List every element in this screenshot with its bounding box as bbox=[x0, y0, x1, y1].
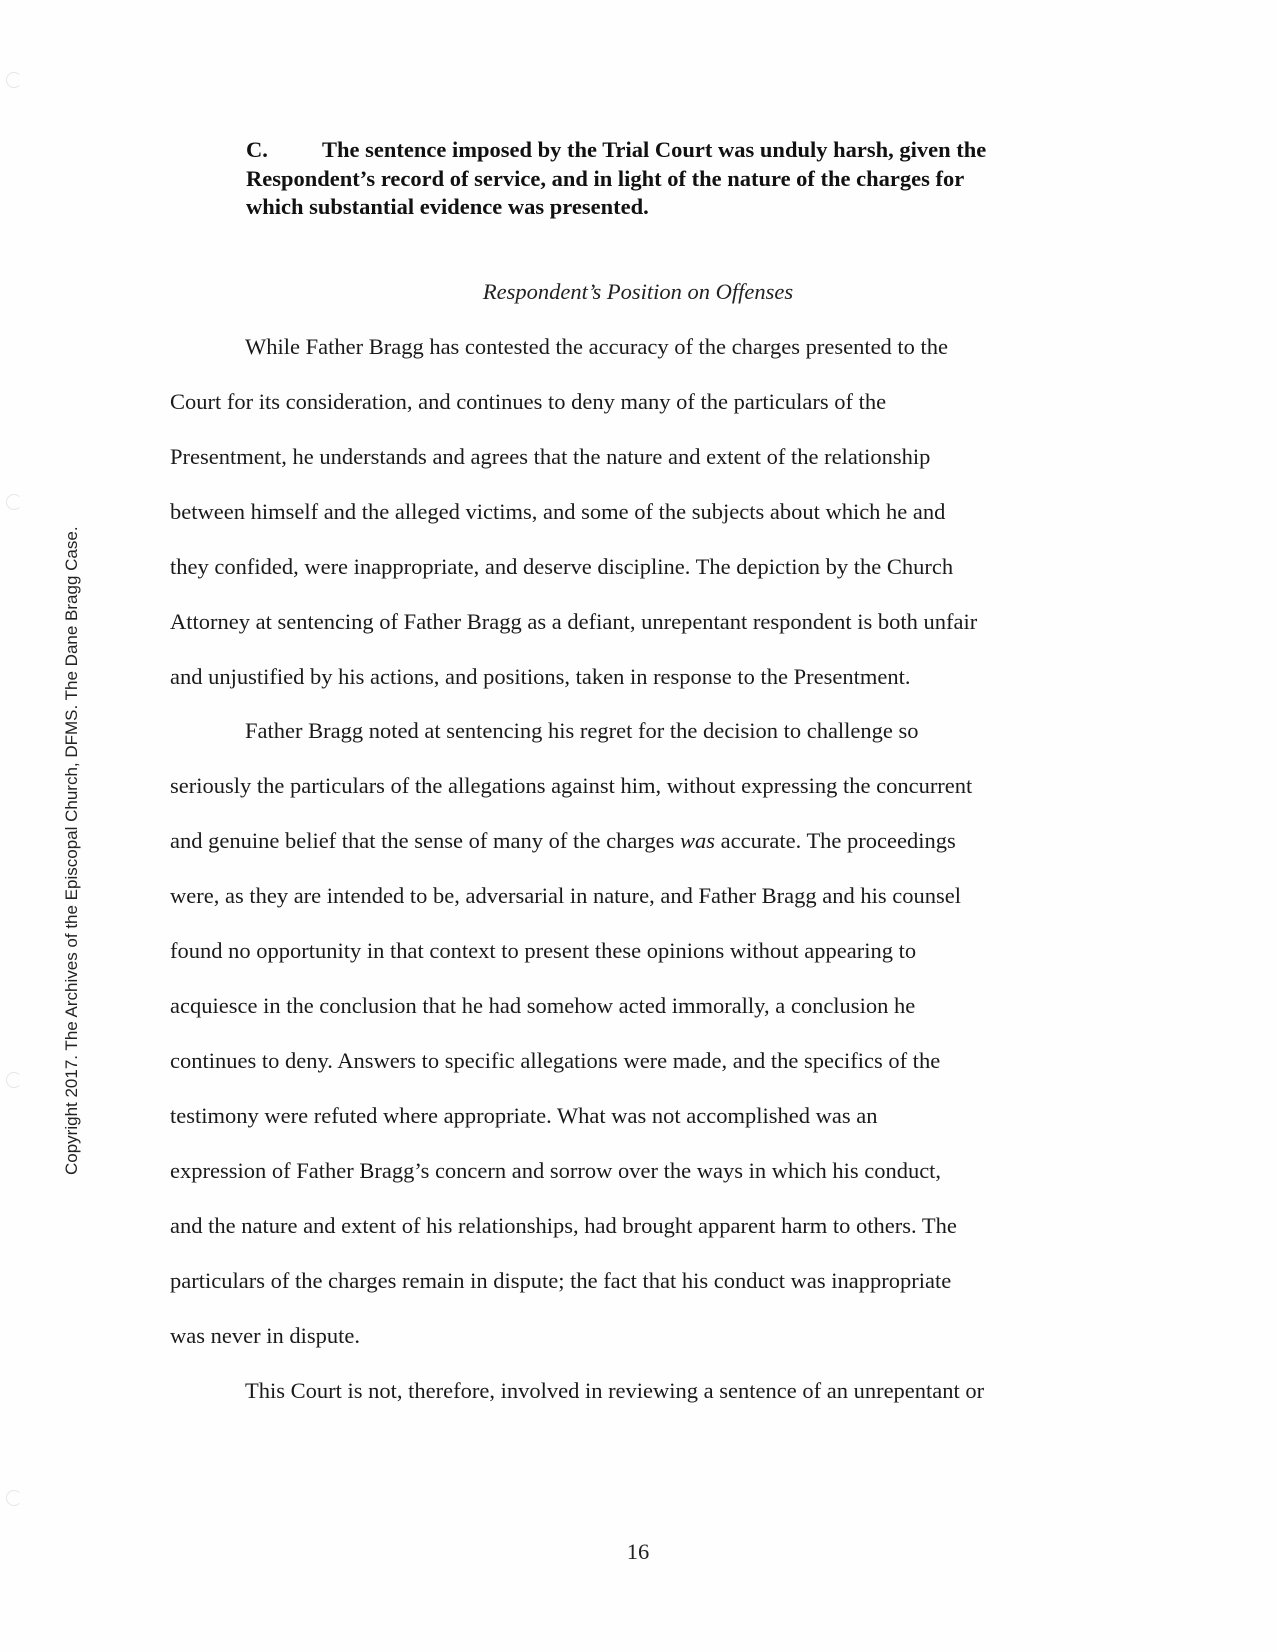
text-line: found no opportunity in that context to present these opinions without appearing to bbox=[170, 938, 917, 963]
text-line: they confided, were inappropriate, and deserve discipline. The depiction by the Church bbox=[170, 554, 954, 579]
text-line: While Father Bragg has contested the accuracy of the charges presented to the bbox=[245, 334, 949, 359]
text-line: and unjustified by his actions, and positions, taken in response to the Presentment. bbox=[170, 664, 911, 689]
text-line: seriously the particulars of the allegations against him, without expressing the concurrent bbox=[170, 773, 973, 798]
text-span: accurate. The proceedings bbox=[715, 828, 956, 853]
text-line: This Court is not, therefore, involved in reviewing a sentence of an unrepentant or bbox=[245, 1378, 985, 1403]
text-line bbox=[170, 826, 956, 856]
heading-line-3: which substantial evidence was presented. bbox=[246, 194, 649, 219]
text-line: Presentment, he understands and agrees that the nature and extent of the relationship bbox=[170, 444, 931, 469]
text-line: testimony were refuted where appropriate. What was not accomplished was an bbox=[170, 1103, 878, 1128]
text-line: were, as they are intended to be, adversarial in nature, and Father Bragg and his counsel bbox=[170, 883, 961, 908]
heading-line-1-text: The sentence imposed by the Trial Court was unduly harsh, given the bbox=[322, 137, 987, 162]
section-heading bbox=[246, 136, 1076, 222]
page-number: 16 bbox=[626, 1539, 650, 1564]
subheading: Respondent’s Position on Offenses bbox=[482, 279, 794, 304]
text-span: and genuine belief that the sense of many of the charges bbox=[170, 828, 681, 853]
scan-mark bbox=[6, 1490, 22, 1506]
scan-mark bbox=[6, 1072, 22, 1088]
copyright-sidebar bbox=[62, 470, 82, 1190]
text-line: expression of Father Bragg’s concern and sorrow over the ways in which his conduct, bbox=[170, 1158, 942, 1183]
scan-mark bbox=[6, 72, 22, 88]
text-line: Court for its consideration, and continues to deny many of the particulars of the bbox=[170, 389, 887, 414]
emphasized-word: was bbox=[680, 828, 716, 853]
text-line: particulars of the charges remain in dispute; the fact that his conduct was inappropriate bbox=[170, 1268, 952, 1293]
heading-line-1 bbox=[246, 136, 1076, 165]
text-line: and the nature and extent of his relationships, had brought apparent harm to others. The bbox=[170, 1213, 957, 1238]
text-line: Father Bragg noted at sentencing his regret for the decision to challenge so bbox=[245, 718, 919, 743]
text-line: was never in dispute. bbox=[170, 1323, 360, 1348]
heading-line-2: Respondent’s record of service, and in light of the nature of the charges for bbox=[246, 165, 965, 191]
text-line: acquiesce in the conclusion that he had somehow acted immorally, a conclusion he bbox=[170, 993, 916, 1018]
text-line: Attorney at sentencing of Father Bragg as a defiant, unrepentant respondent is both unfair bbox=[170, 609, 978, 634]
text-line: between himself and the alleged victims, and some of the subjects about which he and bbox=[170, 499, 946, 524]
heading-letter: C. bbox=[246, 137, 268, 162]
text-line: continues to deny. Answers to specific allegations were made, and the specifics of the bbox=[170, 1048, 941, 1073]
copyright-text: Copyright 2017. The Archives of the Episcopal Church, DFMS. The Dane Bragg Case. bbox=[62, 526, 81, 1175]
scan-mark bbox=[6, 494, 22, 510]
